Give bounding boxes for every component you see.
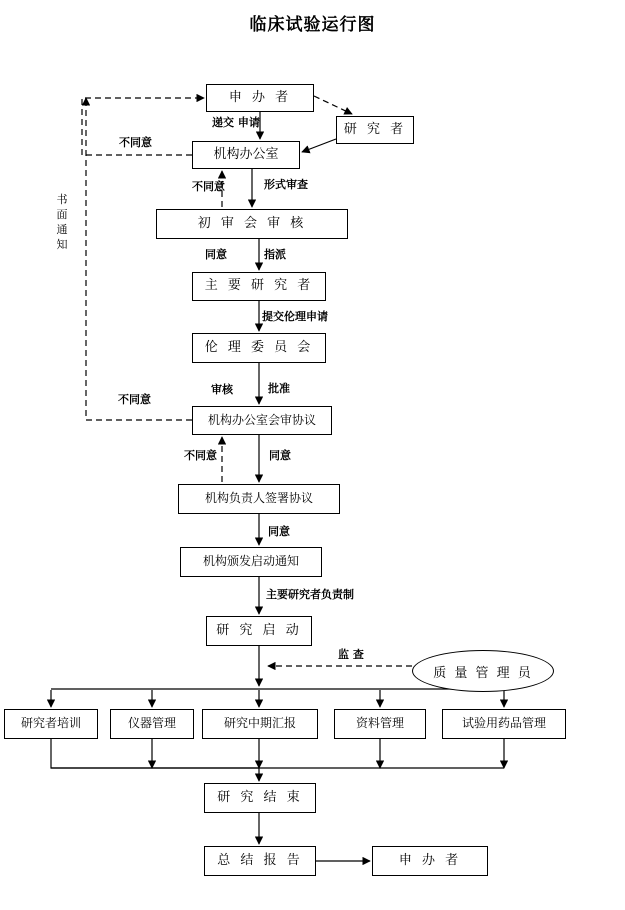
- edge-label-agree-2: 同意: [269, 449, 291, 462]
- edge-label-written-notice: 书面通知: [56, 193, 68, 251]
- edge-label-submit-application: 递交 申请: [212, 116, 260, 129]
- node-head-signs-agreement[interactable]: 机构负责人签署协议: [178, 484, 340, 514]
- node-preliminary-review[interactable]: 初 审 会 审 核: [156, 209, 348, 239]
- edge-label-disagree-4: 不同意: [184, 449, 217, 462]
- edge-label-agree-1: 同意: [205, 248, 227, 261]
- node-investigator[interactable]: 研 究 者: [336, 116, 414, 144]
- edge-label-disagree-1: 不同意: [119, 136, 152, 149]
- node-institution-office[interactable]: 机构办公室: [192, 141, 300, 169]
- node-interim-report[interactable]: 研究中期汇报: [202, 709, 318, 739]
- edge-label-approve: 批准: [268, 382, 290, 395]
- node-sponsor-1[interactable]: 申 办 者: [206, 84, 314, 112]
- edge-label-submit-ethics: 提交伦理申请: [262, 310, 328, 323]
- page-title: 临床试验运行图: [249, 15, 376, 35]
- node-study-end[interactable]: 研 究 结 束: [204, 783, 316, 813]
- node-office-agreement-review[interactable]: 机构办公室会审协议: [192, 406, 332, 435]
- node-investigator-training[interactable]: 研究者培训: [4, 709, 98, 739]
- edge-label-assign: 指派: [264, 248, 286, 261]
- node-equipment-management[interactable]: 仪器管理: [110, 709, 194, 739]
- node-principal-investigator[interactable]: 主 要 研 究 者: [192, 272, 326, 301]
- node-issue-start-notice[interactable]: 机构颁发启动通知: [180, 547, 322, 577]
- edge-label-disagree-2: 不同意: [192, 180, 225, 193]
- edge-label-disagree-3: 不同意: [118, 393, 151, 406]
- node-document-management[interactable]: 资料管理: [334, 709, 426, 739]
- edge-label-agree-3: 同意: [268, 525, 290, 538]
- node-quality-manager[interactable]: 质 量 管 理 员: [412, 650, 554, 692]
- edge-label-supervision: 监 查: [338, 648, 364, 661]
- edge-label-pi-responsibility: 主要研究者负责制: [266, 588, 354, 601]
- node-ethics-committee[interactable]: 伦 理 委 员 会: [192, 333, 326, 363]
- node-summary-report[interactable]: 总 结 报 告: [204, 846, 316, 876]
- node-trial-drug-management[interactable]: 试验用药品管理: [442, 709, 566, 739]
- node-sponsor-2[interactable]: 申 办 者: [372, 846, 488, 876]
- node-study-start[interactable]: 研 究 启 动: [206, 616, 312, 646]
- edge-label-review: 审核: [211, 383, 233, 396]
- edge-label-formal-review: 形式审查: [264, 178, 308, 191]
